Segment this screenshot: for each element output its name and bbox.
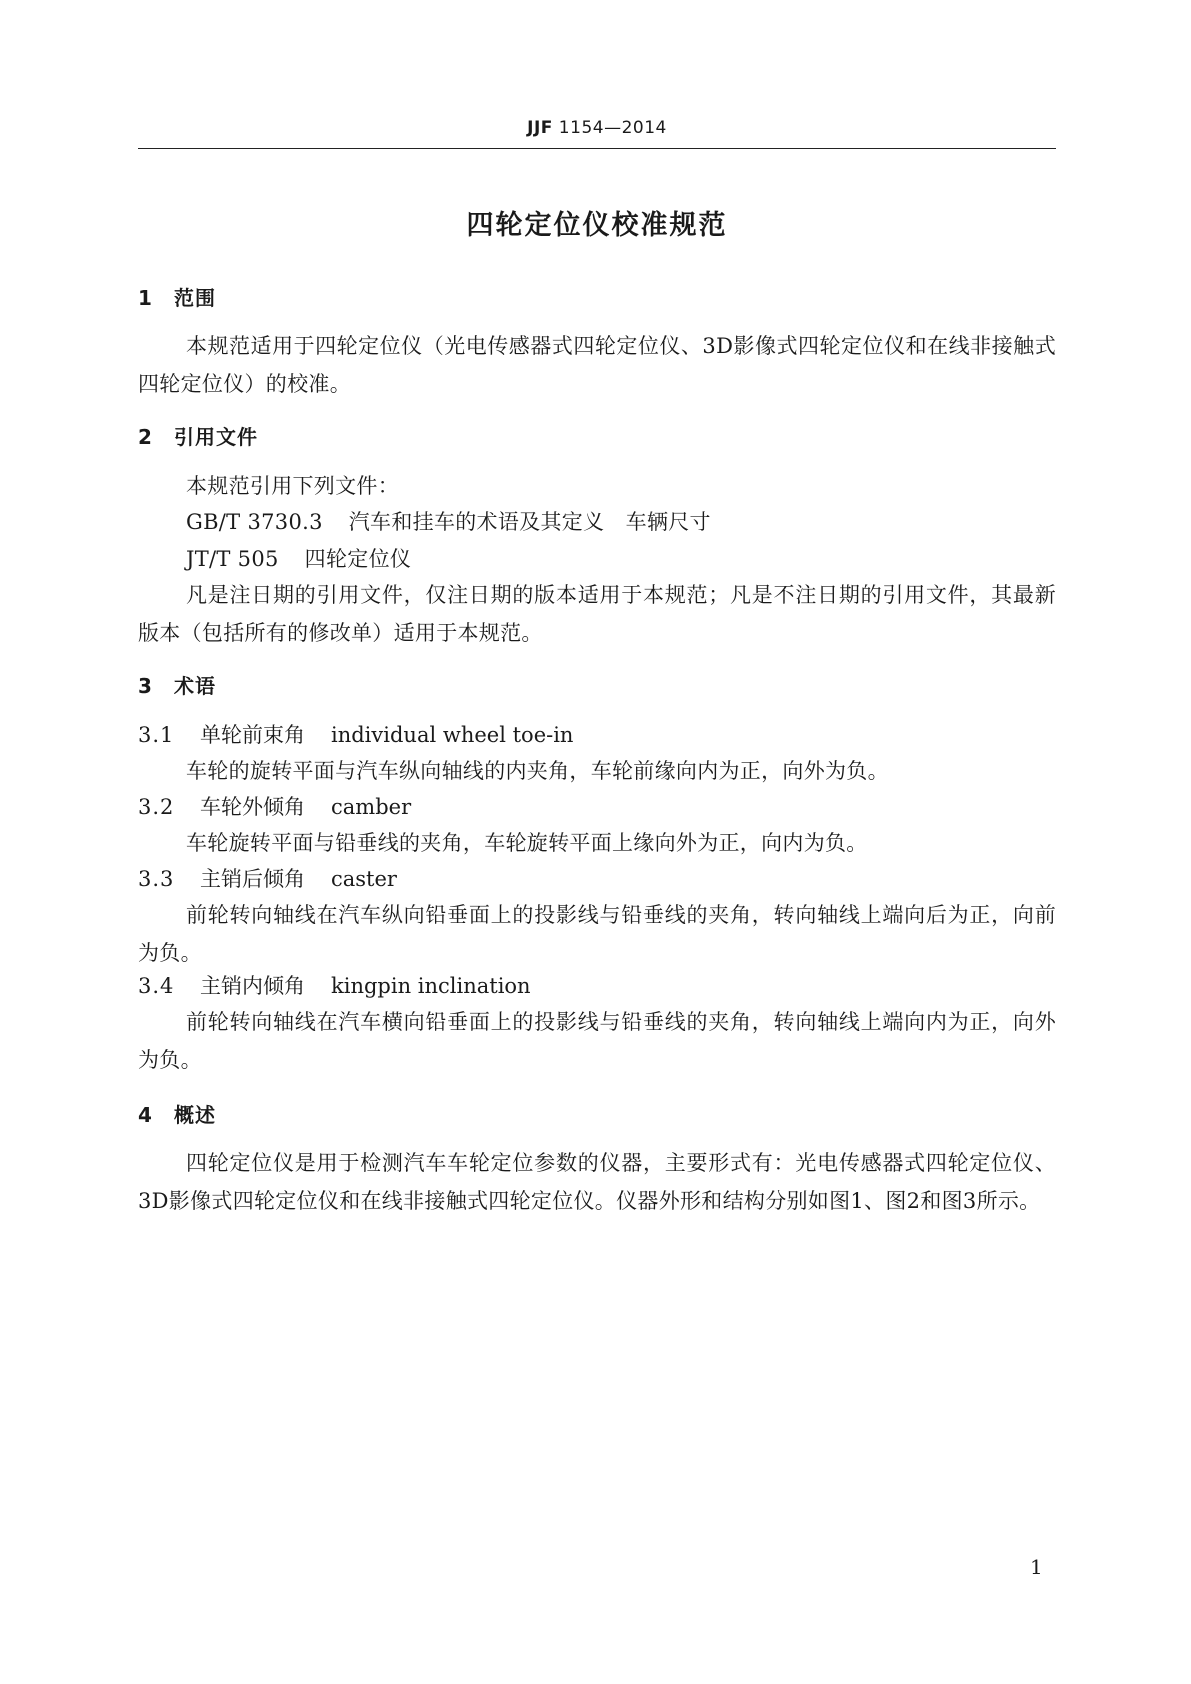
section-1-paragraph: 本规范适用于四轮定位仪（光电传感器式四轮定位仪、3D影像式四轮定位仪和在线非接触式四轮定位仪）的校准。 xyxy=(138,334,1056,396)
term-definition: 车轮旋转平面与铅垂线的夹角，车轮旋转平面上缘向外为正，向内为负。 xyxy=(186,831,868,855)
section-title: 概述 xyxy=(174,1103,216,1127)
term-chinese: 主销内倾角 xyxy=(200,974,305,998)
standard-number: 1154—2014 xyxy=(552,118,667,138)
term-entry-heading xyxy=(138,860,397,898)
term-number: 3.4 xyxy=(138,974,175,998)
term-entry-heading xyxy=(138,967,531,1005)
term-definition: 前轮转向轴线在汽车横向铅垂面上的投影线与铅垂线的夹角，转向轴线上端向内为正，向外为负。 xyxy=(138,1010,1056,1072)
section-number: 2 xyxy=(138,425,153,449)
document-title: 四轮定位仪校准规范 xyxy=(466,210,728,241)
term-number: 3.3 xyxy=(138,867,175,891)
term-number: 3.2 xyxy=(138,795,175,819)
section-3-heading xyxy=(138,670,216,699)
term-english: kingpin inclination xyxy=(331,974,531,998)
references-note: 凡是注日期的引用文件，仅注日期的版本适用于本规范；凡是不注日期的引用文件，其最新版本（包括所有的修改单）适用于本规范。 xyxy=(138,583,1056,645)
section-number: 3 xyxy=(138,674,153,698)
term-number: 3.1 xyxy=(138,723,175,747)
section-title: 术语 xyxy=(174,674,216,698)
term-english: camber xyxy=(331,795,412,819)
term-chinese: 单轮前束角 xyxy=(200,723,305,747)
section-4-heading xyxy=(138,1099,216,1128)
header-rule xyxy=(138,148,1056,149)
term-definition: 车轮的旋转平面与汽车纵向轴线的内夹角，车轮前缘向内为正，向外为负。 xyxy=(186,759,889,783)
term-chinese: 主销后倾角 xyxy=(200,867,305,891)
reference-item xyxy=(186,540,411,578)
term-english: individual wheel toe-in xyxy=(331,723,574,747)
page-number: 1 xyxy=(1030,1555,1043,1579)
section-number: 1 xyxy=(138,286,153,310)
term-chinese: 车轮外倾角 xyxy=(200,795,305,819)
reference-name: 汽车和挂车的术语及其定义 车辆尺寸 xyxy=(348,510,711,534)
reference-item xyxy=(186,503,711,541)
standard-code: JJF xyxy=(527,118,553,138)
section-2-heading xyxy=(138,421,258,450)
reference-code: GB/T 3730.3 xyxy=(186,510,323,534)
section-number: 4 xyxy=(138,1103,153,1127)
term-entry-heading xyxy=(138,716,573,754)
term-english: caster xyxy=(331,867,397,891)
term-entry-heading xyxy=(138,788,411,826)
section-1-heading xyxy=(138,282,216,311)
references-intro: 本规范引用下列文件： xyxy=(186,474,399,498)
section-title: 引用文件 xyxy=(174,425,258,449)
reference-code: JT/T 505 xyxy=(186,547,279,571)
section-4-paragraph: 四轮定位仪是用于检测汽车车轮定位参数的仪器，主要形式有：光电传感器式四轮定位仪、3D影像式四轮定位仪和在线非接触式四轮定位仪。仪器外形和结构分别如图1、图2和图3所示。 xyxy=(138,1151,1056,1213)
term-definition: 前轮转向轴线在汽车纵向铅垂面上的投影线与铅垂线的夹角，转向轴线上端向后为正，向前为负。 xyxy=(138,903,1056,965)
reference-name: 四轮定位仪 xyxy=(304,547,412,571)
running-header xyxy=(138,118,1056,138)
section-title: 范围 xyxy=(174,286,216,310)
